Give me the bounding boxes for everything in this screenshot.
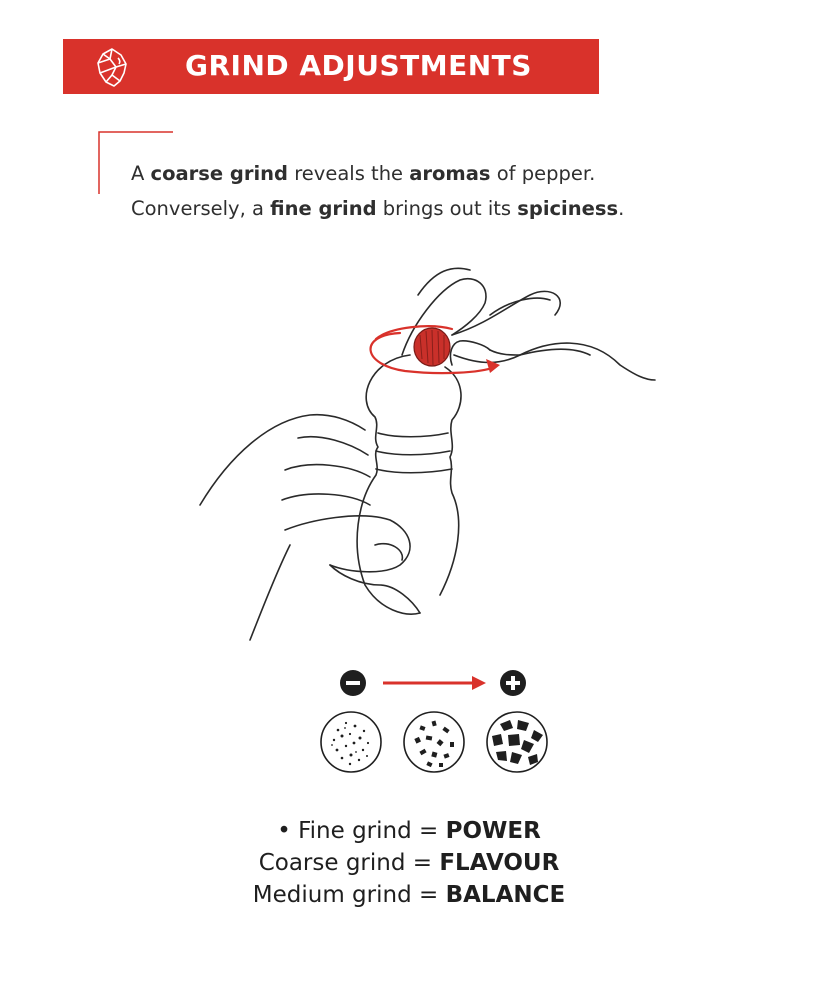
bottom-hand [200,415,365,505]
adjustment-knob [414,328,450,366]
legend-item-fine: • Fine grind = POWER [277,818,541,844]
fine-grind-circle [321,712,381,772]
intro-line-2: Conversely, a fine grind brings out its spiciness. [131,197,625,220]
header-banner [63,39,599,94]
intro-line-1: A coarse grind reveals the aromas of pepper. [131,162,596,185]
mill-body [357,355,420,614]
legend-item-medium: Medium grind = BALANCE [252,882,566,908]
minus-circle-icon [340,670,366,696]
grind-legend [209,815,609,911]
lion-head-icon [90,45,134,89]
legend-item-coarse: Coarse grind = FLAVOUR [258,850,560,876]
intro-text [131,156,624,226]
coarse-grind-circle [487,712,547,772]
plus-circle-icon [500,670,526,696]
pepper-mill-illustration [190,255,660,645]
medium-grind-circle [404,712,464,772]
page-title: GRIND ADJUSTMENTS [185,49,532,82]
arrow-right-icon [383,676,486,690]
grind-scale [320,668,550,778]
